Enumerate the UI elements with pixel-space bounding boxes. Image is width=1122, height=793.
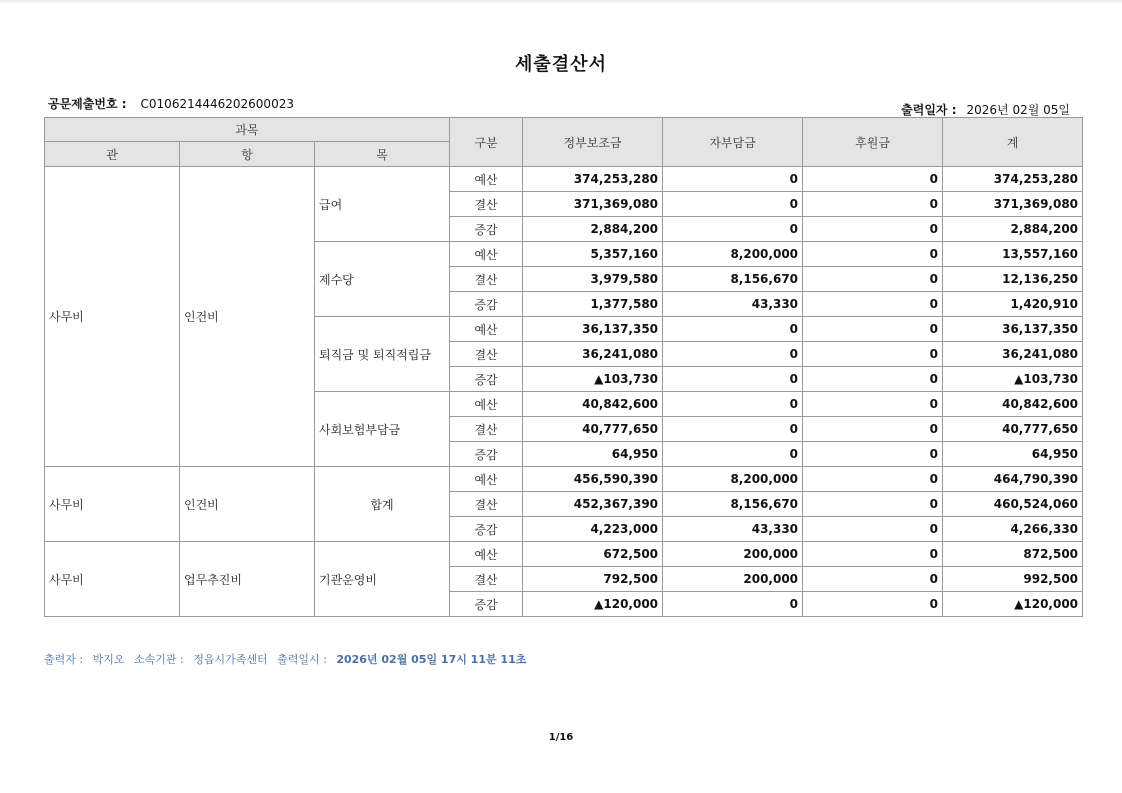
total-value: 36,137,350 (943, 317, 1083, 342)
gubun-diff: 증감 (450, 592, 523, 617)
print-date-value: 2026년 02월 05일 (966, 103, 1070, 117)
header-mok: 목 (315, 142, 450, 167)
sponsor-value: 0 (803, 492, 943, 517)
org-name: 정읍시가족센터 (193, 653, 268, 666)
sponsor-value: 0 (803, 442, 943, 467)
total-value: 13,557,160 (943, 242, 1083, 267)
gubun-settle: 결산 (450, 492, 523, 517)
sponsor-value: 0 (803, 242, 943, 267)
total-value: 40,777,650 (943, 417, 1083, 442)
gubun-settle: 결산 (450, 192, 523, 217)
total-value: 2,884,200 (943, 217, 1083, 242)
self-value: 0 (663, 217, 803, 242)
header-row-1 (45, 118, 1083, 142)
gov-value: ▲103,730 (523, 367, 663, 392)
section3-hang: 업무추진비 (180, 542, 315, 617)
doc-number-value: C0106214446202600023 (140, 97, 294, 111)
sponsor-value: 0 (803, 192, 943, 217)
total-value: ▲120,000 (943, 592, 1083, 617)
gubun-budget: 예산 (450, 167, 523, 192)
doc-number-label: 공문제출번호 : (48, 97, 127, 111)
mok-insurance: 사회보험부담금 (315, 392, 450, 467)
gubun-budget: 예산 (450, 467, 523, 492)
gubun-budget: 예산 (450, 392, 523, 417)
self-value: 0 (663, 192, 803, 217)
gov-value: 456,590,390 (523, 467, 663, 492)
self-value: 8,156,670 (663, 492, 803, 517)
printer-label: 출력자 : (44, 653, 84, 666)
sponsor-value: 0 (803, 567, 943, 592)
section2-gwan: 사무비 (45, 467, 180, 542)
doc-number (48, 95, 294, 112)
org-label: 소속기관 : (133, 653, 184, 666)
sponsor-value: 0 (803, 267, 943, 292)
print-date-label: 출력일자 : (901, 103, 957, 117)
self-value: 8,200,000 (663, 467, 803, 492)
total-value: 1,420,910 (943, 292, 1083, 317)
mok-retirement: 퇴직금 및 퇴직적립금 (315, 317, 450, 392)
sponsor-value: 0 (803, 292, 943, 317)
print-footer (44, 651, 526, 667)
total-value: 872,500 (943, 542, 1083, 567)
gov-value: 36,241,080 (523, 342, 663, 367)
sponsor-value: 0 (803, 592, 943, 617)
self-value: 0 (663, 592, 803, 617)
gubun-settle: 결산 (450, 567, 523, 592)
header-gwan: 관 (45, 142, 180, 167)
print-time-label: 출력일시 : (277, 653, 327, 666)
expenditure-table (44, 117, 1083, 617)
gov-value: 40,842,600 (523, 392, 663, 417)
sponsor-value: 0 (803, 167, 943, 192)
mok-allowance: 제수당 (315, 242, 450, 317)
mok-salary: 급여 (315, 167, 450, 242)
header-self: 자부담금 (663, 118, 803, 167)
sponsor-value: 0 (803, 417, 943, 442)
gov-value: 792,500 (523, 567, 663, 592)
self-value: 0 (663, 317, 803, 342)
gov-value: 371,369,080 (523, 192, 663, 217)
gov-value: 672,500 (523, 542, 663, 567)
table-row (45, 467, 1083, 492)
printer-name: 박지오 (92, 653, 125, 666)
mok-subtotal: 합계 (315, 467, 450, 542)
total-value: 64,950 (943, 442, 1083, 467)
sponsor-value: 0 (803, 542, 943, 567)
gubun-diff: 증감 (450, 292, 523, 317)
self-value: 200,000 (663, 542, 803, 567)
print-time: 2026년 02월 05일 17시 11분 11초 (336, 653, 527, 666)
section1-gwan: 사무비 (45, 167, 180, 467)
sponsor-value: 0 (803, 217, 943, 242)
section3-gwan: 사무비 (45, 542, 180, 617)
gubun-settle: 결산 (450, 267, 523, 292)
gubun-budget: 예산 (450, 317, 523, 342)
total-value: 992,500 (943, 567, 1083, 592)
gov-value: 374,253,280 (523, 167, 663, 192)
sponsor-value: 0 (803, 317, 943, 342)
total-value: 374,253,280 (943, 167, 1083, 192)
gov-value: ▲120,000 (523, 592, 663, 617)
mok-operation: 기관운영비 (315, 542, 450, 617)
sponsor-value: 0 (803, 392, 943, 417)
total-value: ▲103,730 (943, 367, 1083, 392)
self-value: 0 (663, 367, 803, 392)
self-value: 8,200,000 (663, 242, 803, 267)
gov-value: 3,979,580 (523, 267, 663, 292)
gov-value: 452,367,390 (523, 492, 663, 517)
gubun-diff: 증감 (450, 517, 523, 542)
gubun-settle: 결산 (450, 342, 523, 367)
self-value: 0 (663, 392, 803, 417)
total-value: 36,241,080 (943, 342, 1083, 367)
page-number: 1/16 (548, 732, 574, 743)
document-title: 세출결산서 (515, 54, 607, 75)
print-date (901, 101, 1070, 118)
total-value: 460,524,060 (943, 492, 1083, 517)
header-subject: 과목 (45, 118, 450, 142)
total-value: 4,266,330 (943, 517, 1083, 542)
self-value: 0 (663, 342, 803, 367)
self-value: 0 (663, 417, 803, 442)
gubun-budget: 예산 (450, 542, 523, 567)
header-gov: 정부보조금 (523, 118, 663, 167)
gov-value: 1,377,580 (523, 292, 663, 317)
total-value: 371,369,080 (943, 192, 1083, 217)
header-total: 계 (943, 118, 1083, 167)
sponsor-value: 0 (803, 342, 943, 367)
self-value: 200,000 (663, 567, 803, 592)
sponsor-value: 0 (803, 367, 943, 392)
gov-value: 64,950 (523, 442, 663, 467)
section1-hang: 인건비 (180, 167, 315, 467)
table-row (45, 167, 1083, 192)
header-gubun: 구분 (450, 118, 523, 167)
self-value: 43,330 (663, 292, 803, 317)
self-value: 43,330 (663, 517, 803, 542)
header-hang: 항 (180, 142, 315, 167)
sponsor-value: 0 (803, 517, 943, 542)
total-value: 40,842,600 (943, 392, 1083, 417)
gov-value: 5,357,160 (523, 242, 663, 267)
header-sponsor: 후원금 (803, 118, 943, 167)
total-value: 12,136,250 (943, 267, 1083, 292)
self-value: 0 (663, 167, 803, 192)
self-value: 8,156,670 (663, 267, 803, 292)
gubun-settle: 결산 (450, 417, 523, 442)
gubun-diff: 증감 (450, 442, 523, 467)
table-row (45, 542, 1083, 567)
gubun-budget: 예산 (450, 242, 523, 267)
section2-hang: 인건비 (180, 467, 315, 542)
gov-value: 4,223,000 (523, 517, 663, 542)
scan-edge (0, 0, 1122, 4)
sponsor-value: 0 (803, 467, 943, 492)
gubun-diff: 증감 (450, 367, 523, 392)
self-value: 0 (663, 442, 803, 467)
gov-value: 40,777,650 (523, 417, 663, 442)
gubun-diff: 증감 (450, 217, 523, 242)
gov-value: 36,137,350 (523, 317, 663, 342)
total-value: 464,790,390 (943, 467, 1083, 492)
gov-value: 2,884,200 (523, 217, 663, 242)
